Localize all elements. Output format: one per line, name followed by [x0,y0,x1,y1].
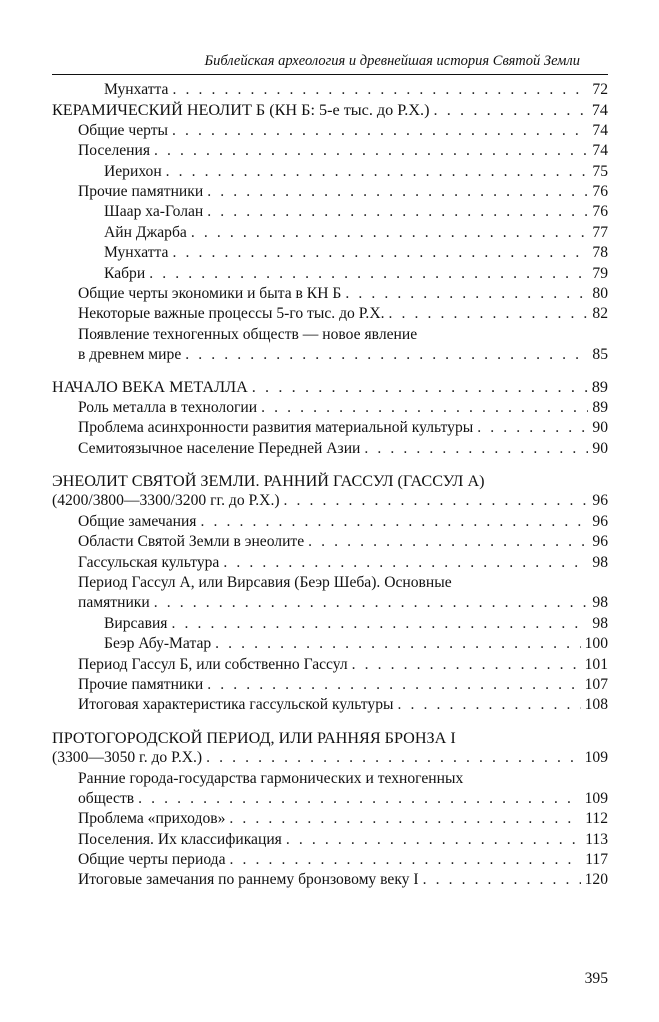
toc-entry-title: Период Гассул Б, или собственно Гассул [78,655,348,673]
dot-leader [154,593,589,613]
toc-entry-page: 96 [592,533,608,551]
toc-entry-title: НАЧАЛО ВЕКА МЕТАЛЛА [52,378,248,397]
toc-entry-page: 72 [592,81,608,98]
running-head: Библейская археология и древнейшая история Святой Земли [204,53,580,69]
toc-entry-page: 112 [585,810,608,828]
toc-heading[interactable] [52,471,608,491]
toc-entry[interactable] [52,593,608,613]
toc-entry-title: Семитоязычное население Передней Азии [78,439,361,457]
toc-entry[interactable] [52,491,608,511]
toc-entry-title: Общие черты периода [78,851,226,869]
toc-entry[interactable] [52,418,608,438]
toc-heading[interactable] [52,100,608,120]
toc-entry-page: 109 [584,789,608,807]
dot-leader [215,634,580,654]
toc-entry[interactable] [52,141,608,161]
toc-entry-title: Итоговая характеристика гассульской культуры [78,696,394,714]
toc-entry-title: Итоговые замечания по раннему бронзовому веку I [78,871,419,889]
dot-leader [423,870,581,890]
toc-entry[interactable] [52,80,608,100]
toc-entry-page: 79 [592,264,608,282]
dot-leader [172,243,588,263]
dot-leader [252,377,588,397]
toc-entry-page: 113 [585,830,608,848]
toc-entry[interactable] [52,182,608,202]
toc-entry-page: 117 [585,851,608,869]
toc-entry-title: Поселения [78,142,151,160]
toc-entry-page: 74 [592,142,608,160]
toc-entry-page: 74 [591,101,608,120]
toc-entry-title: Роль металла в технологии [78,398,258,416]
dot-leader [172,80,588,100]
toc-entry-title: Некоторые важные процессы 5-го тыс. до Р.Х. [78,305,385,323]
toc-entry-page: 90 [592,439,608,457]
toc-entry[interactable] [52,264,608,284]
toc-entry[interactable] [52,439,608,459]
dot-leader [398,695,581,715]
toc-entry-page: 74 [592,121,608,139]
toc-entry-title: (4200/3800—3300/3200 гг. до Р.Х.) [52,492,280,510]
toc-heading[interactable] [52,728,608,748]
toc-entry-title: Гассульская культура [78,553,220,571]
toc-entry-title: ПРОТОГОРОДСКОЙ ПЕРИОД, ИЛИ РАННЯЯ БРОНЗА I [52,728,456,747]
dot-leader [388,304,588,324]
toc-entry-title: Общие замечания [78,512,197,530]
toc-entry-page: 96 [592,512,608,530]
toc-entry-page: 76 [592,182,608,200]
toc-entry-page: 90 [592,419,608,437]
toc-entry-page: 109 [584,749,608,767]
toc-entry[interactable] [52,162,608,182]
toc-entry[interactable] [52,809,608,829]
toc-entry[interactable] [52,614,608,634]
toc-entry[interactable] [52,243,608,263]
dot-leader [185,345,588,365]
toc-entry[interactable] [52,304,608,324]
toc-section [52,728,608,891]
toc-entry[interactable] [52,284,608,304]
toc-entry-title: обществ [78,789,135,807]
dot-leader [230,850,582,870]
toc-entry-title: Прочие памятники [78,182,204,200]
dot-leader [154,141,588,161]
toc-entry-title: памятники [78,594,150,612]
toc-section [52,471,608,716]
toc-entry-title: Проблема асинхронности развития материальной культуры [78,419,474,437]
toc-entry-title: Кабри [104,264,146,282]
dot-leader [206,748,581,768]
dot-leader [191,223,589,243]
toc-entry-page: 98 [592,553,608,571]
toc-heading[interactable] [52,377,608,397]
toc-entry[interactable] [52,573,608,593]
dot-leader [200,512,588,532]
dot-leader [207,182,588,202]
page-number: 395 [584,970,608,987]
toc-entry[interactable] [52,345,608,365]
dot-leader [171,614,588,634]
toc-entry[interactable] [52,532,608,552]
toc-entry-title: (3300—3050 г. до Р.Х.) [52,749,203,767]
dot-leader [284,491,589,511]
toc-entry-page: 76 [592,203,608,221]
toc-entry[interactable] [52,553,608,573]
header-rule [52,74,608,75]
toc-entry[interactable] [52,121,608,141]
toc-entry-title: Области Святой Земли в энеолите [78,533,305,551]
toc-entry[interactable] [52,830,608,850]
toc-entry-page: 120 [584,871,608,889]
toc-entry[interactable] [52,634,608,654]
toc-entry-page: 100 [584,635,608,653]
dot-leader [149,264,588,284]
dot-leader [229,809,581,829]
dot-leader [364,439,588,459]
toc-entry-title: Проблема «приходов» [78,810,226,828]
toc-entry-title: Мунхатта [104,244,169,262]
toc-entry[interactable] [52,748,608,768]
toc-entry-page: 89 [591,378,608,397]
toc-entry[interactable] [52,850,608,870]
toc-entry-page: 77 [592,223,608,241]
toc-entry-page: 80 [592,284,608,302]
toc-entry[interactable] [52,789,608,809]
toc-entry-title: Беэр Абу-Матар [104,635,212,653]
toc-entry-page: 98 [592,614,608,632]
toc-entry-page: 96 [592,492,608,510]
toc-entry-page: 98 [592,594,608,612]
toc-entry[interactable] [52,512,608,532]
toc-entry[interactable] [52,325,608,345]
toc-entry-title: Иерихон [104,162,162,180]
toc-entry-title: Мунхатта [104,81,169,98]
toc-entry[interactable] [52,398,608,418]
toc-entry-title: Прочие памятники [78,675,204,693]
toc-entry-page: 82 [592,305,608,323]
toc-entry-page: 85 [592,346,608,364]
toc-entry[interactable] [52,223,608,243]
toc-entry-title: в древнем мире [78,346,182,364]
toc-entry-title: Ранние города-государства гармонических и техногенных [78,769,464,787]
dot-leader [207,202,588,222]
dot-leader [172,121,588,141]
toc-section [52,377,608,459]
toc-entry-page: 107 [584,675,608,693]
dot-leader [286,830,581,850]
dot-leader [138,789,580,809]
toc-entry-title: Общие черты [78,121,169,139]
toc-entry-title: Вирсавия [104,614,168,632]
toc-entry[interactable] [52,695,608,715]
toc-section [52,80,608,365]
toc-entry-title: Шаар ха-Голан [104,203,204,221]
toc-entry-title: Поселения. Их классификация [78,830,282,848]
dot-leader [166,162,589,182]
toc-entry-title: ЭНЕОЛИТ СВЯТОЙ ЗЕМЛИ. РАННИЙ ГАССУЛ (ГАССУЛ А) [52,472,485,491]
toc-entry[interactable] [52,675,608,695]
dot-leader [223,553,588,573]
toc-entry-title: Период Гассул А, или Вирсавия (Беэр Шеба). Основные [78,573,452,591]
toc-entry[interactable] [52,769,608,789]
toc-entry-page: 75 [592,162,608,180]
toc-entry[interactable] [52,870,608,890]
toc-entry-page: 101 [584,655,608,673]
toc-entry-title: Появление техногенных обществ — новое явление [78,325,418,343]
dot-leader [477,418,588,438]
dot-leader [352,655,581,675]
table-of-contents [52,80,608,891]
toc-entry-page: 89 [592,398,608,416]
dot-leader [207,675,580,695]
toc-entry[interactable] [52,202,608,222]
dot-leader [308,532,588,552]
toc-entry-title: КЕРАМИЧЕСКИЙ НЕОЛИТ Б (КН Б: 5-е тыс. до Р.Х.) [52,101,430,120]
dot-leader [261,398,588,418]
toc-entry-page: 108 [584,696,608,714]
toc-entry[interactable] [52,655,608,675]
toc-entry-title: Общие черты экономики и быта в КН Б [78,284,342,302]
dot-leader [345,284,588,304]
toc-entry-title: Айн Джарба [104,223,187,241]
dot-leader [433,100,587,120]
toc-entry-page: 78 [592,244,608,262]
